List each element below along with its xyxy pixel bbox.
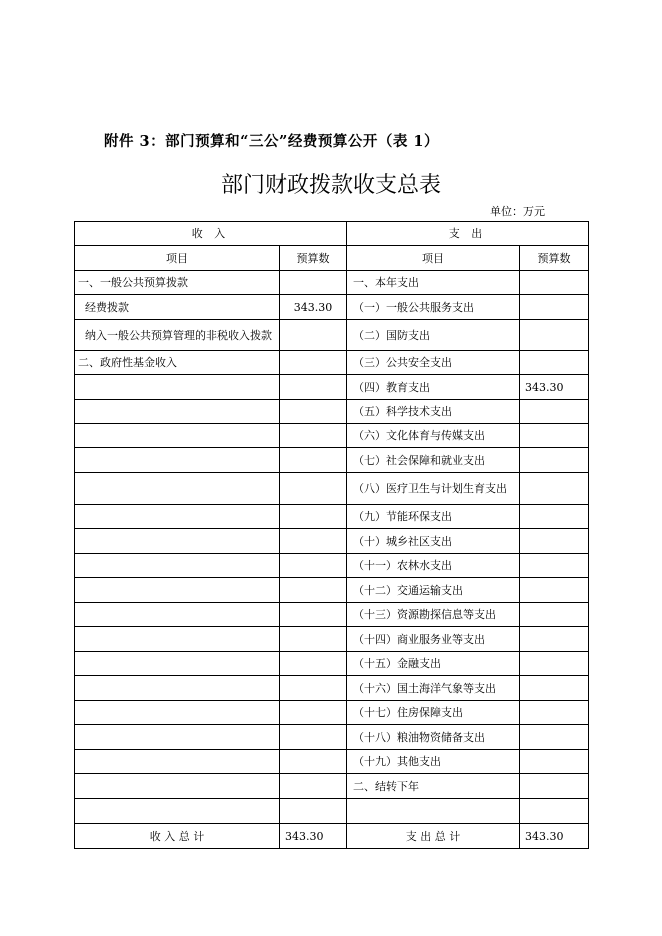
expense-value-cell [520,529,589,554]
expense-item-cell [347,799,520,824]
expense-item-cell: （十七）住房保障支出 [347,701,520,725]
income-item-cell [75,375,280,400]
expense-item-cell: （三）公共安全支出 [347,351,520,375]
income-item-header: 项目 [75,246,280,271]
expense-item-cell: （十五）金融支出 [347,652,520,676]
expense-header: 支 出 [347,222,589,246]
expense-item-cell: （十三）资源勘探信息等支出 [347,603,520,627]
table-row [75,271,589,295]
income-item-cell: 二、政府性基金收入 [75,351,280,375]
income-item-cell [75,799,280,824]
expense-total-value: 343.30 [520,824,589,849]
table-row [75,473,589,505]
expense-item-cell: （二）国防支出 [347,320,520,351]
table-row [75,774,589,799]
income-value-cell [280,750,347,774]
expense-value-cell [520,505,589,529]
expense-item-cell: （十二）交通运输支出 [347,578,520,603]
table-row [75,603,589,627]
income-total-value: 343.30 [280,824,347,849]
expense-value-cell [520,750,589,774]
income-item-cell [75,554,280,578]
table-row [75,627,589,652]
expense-item-cell: 一、本年支出 [347,271,520,295]
expense-item-cell: （七）社会保障和就业支出 [347,448,520,473]
expense-item-cell: （十）城乡社区支出 [347,529,520,554]
income-value-cell [280,652,347,676]
expense-value-cell [520,676,589,701]
income-item-cell: 纳入一般公共预算管理的非税收入拨款 [75,320,280,351]
expense-item-cell: （十八）粮油物资储备支出 [347,725,520,750]
expense-item-cell: （十九）其他支出 [347,750,520,774]
income-item-cell [75,529,280,554]
expense-item-cell: （十六）国土海洋气象等支出 [347,676,520,701]
income-value-cell [280,320,347,351]
expense-value-cell: 343.30 [520,375,589,400]
expense-value-cell [520,627,589,652]
expense-item-cell: （一）一般公共服务支出 [347,295,520,320]
table-row [75,799,589,824]
table-row [75,701,589,725]
income-value-cell [280,271,347,295]
income-item-cell [75,473,280,505]
expense-value-cell [520,271,589,295]
table-title: 部门财政拨款收支总表 [220,173,441,198]
expense-value-cell [520,448,589,473]
expense-value-cell [520,320,589,351]
income-value-cell [280,400,347,424]
income-item-cell [75,750,280,774]
expense-value-cell [520,799,589,824]
income-item-cell [75,424,280,448]
table-row [75,554,589,578]
expense-total-label: 支 出 总 计 [347,824,520,849]
expense-item-cell: 二、结转下年 [347,774,520,799]
income-value-cell [280,448,347,473]
expense-value-cell [520,578,589,603]
income-item-cell: 一、一般公共预算拨款 [75,271,280,295]
expense-value-cell [520,295,589,320]
income-value-cell [280,375,347,400]
expense-value-cell [520,603,589,627]
income-value-cell [280,473,347,505]
income-item-cell [75,701,280,725]
expense-item-cell: （八）医疗卫生与计划生育支出 [347,473,520,505]
income-budget-header: 预算数 [280,246,347,271]
income-value-cell [280,505,347,529]
table-row [75,750,589,774]
income-item-cell [75,676,280,701]
attachment-title: 附件 3：部门预算和“三公”经费预算公开（表 1） [104,133,439,150]
expense-item-cell: （十四）商业服务业等支出 [347,627,520,652]
income-value-cell [280,351,347,375]
income-value-cell [280,627,347,652]
income-value-cell: 343.30 [280,295,347,320]
income-item-cell: 经费拨款 [75,295,280,320]
expense-value-cell [520,424,589,448]
income-header: 收 入 [75,222,347,246]
income-value-cell [280,424,347,448]
table-row [75,295,589,320]
income-value-cell [280,701,347,725]
expense-budget-header: 预算数 [520,246,589,271]
expense-value-cell [520,473,589,505]
income-item-cell [75,774,280,799]
income-item-cell [75,578,280,603]
income-item-cell [75,448,280,473]
table-row [75,578,589,603]
table-row [75,351,589,375]
income-value-cell [280,725,347,750]
income-value-cell [280,676,347,701]
income-item-cell [75,400,280,424]
table-row [75,448,589,473]
income-value-cell [280,603,347,627]
expense-value-cell [520,725,589,750]
expense-value-cell [520,701,589,725]
table-row [75,320,589,351]
section-header-row [75,222,589,246]
column-header-row [75,246,589,271]
table-row [75,652,589,676]
expense-item-cell: （六）文化体育与传媒支出 [347,424,520,448]
total-row [75,824,589,849]
expense-item-header: 项目 [347,246,520,271]
unit-label: 单位：万元 [490,205,545,218]
expense-value-cell [520,400,589,424]
budget-table [74,221,589,849]
table-row [75,676,589,701]
expense-value-cell [520,554,589,578]
income-value-cell [280,774,347,799]
table-row [75,529,589,554]
expense-item-cell: （九）节能环保支出 [347,505,520,529]
income-item-cell [75,725,280,750]
expense-value-cell [520,351,589,375]
income-value-cell [280,799,347,824]
expense-item-cell: （四）教育支出 [347,375,520,400]
expense-value-cell [520,774,589,799]
table-row [75,505,589,529]
income-item-cell [75,603,280,627]
table-row [75,375,589,400]
income-value-cell [280,529,347,554]
income-value-cell [280,578,347,603]
table-row [75,400,589,424]
table-row [75,725,589,750]
expense-value-cell [520,652,589,676]
expense-item-cell: （五）科学技术支出 [347,400,520,424]
income-item-cell [75,505,280,529]
table-row [75,424,589,448]
income-total-label: 收 入 总 计 [75,824,280,849]
income-item-cell [75,652,280,676]
income-value-cell [280,554,347,578]
expense-item-cell: （十一）农林水支出 [347,554,520,578]
income-item-cell [75,627,280,652]
